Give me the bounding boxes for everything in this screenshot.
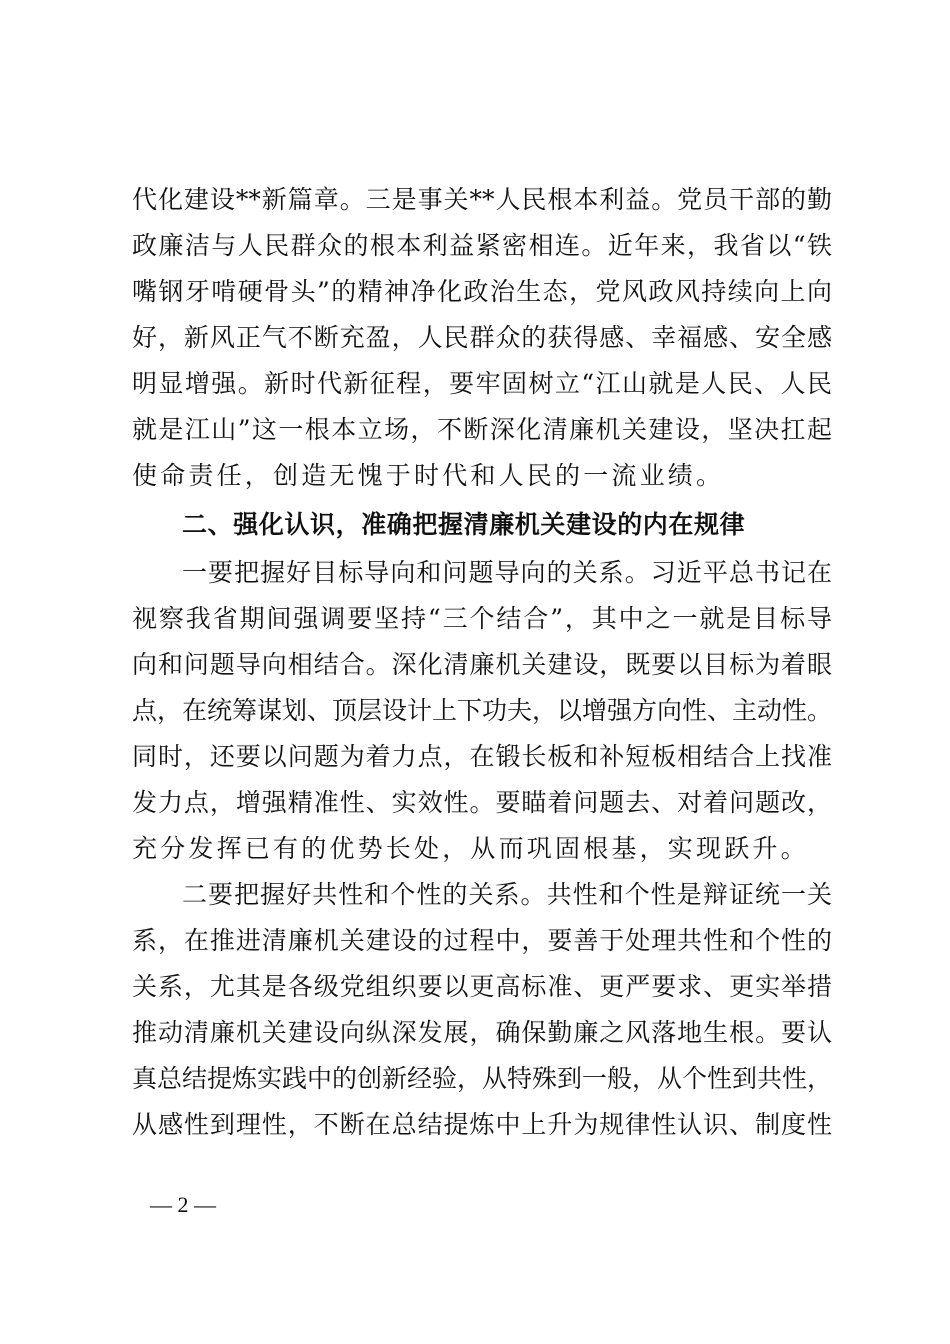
paragraph-line: 视察我省期间强调要坚持“三个结合”，其中之一就是目标导 — [132, 604, 832, 633]
paragraph-line: 发力点，增强精准性、实效性。要瞄着问题去、对着问题改， — [132, 788, 832, 817]
paragraph-line: 同时，还要以问题为着力点，在锻长板和补短板相结合上找准 — [132, 742, 832, 771]
paragraph-line: 真总结提炼实践中的创新经验，从特殊到一般，从个性到共性， — [132, 1064, 833, 1093]
paragraph-line: 二要把握好共性和个性的关系。共性和个性是辩证统一关 — [182, 880, 832, 909]
page-number: — 2 — — [150, 1192, 216, 1217]
paragraph-line: 明显增强。新时代新征程，要牢固树立“江山就是人民、人民 — [132, 369, 832, 398]
paragraph-line: 就是江山”这一根本立场，不断深化清廉机关建设，坚决扛起 — [132, 415, 832, 444]
paragraph-line: 嘴钢牙啃硬骨头”的精神净化政治生态，党风政风持续向上向 — [132, 277, 832, 306]
paragraph-line: 一要把握好目标导向和问题导向的关系。习近平总书记在 — [182, 558, 832, 587]
paragraph-line: 推动清廉机关建设向纵深发展，确保勤廉之风落地生根。要认 — [132, 1018, 832, 1047]
paragraph-line: 充分发挥已有的优势长处，从而巩固根基，实现跃升。 — [132, 834, 809, 863]
paragraph-line: 使命责任，创造无愧于时代和人民的一流业绩。 — [132, 461, 725, 490]
paragraph-line: 政廉洁与人民群众的根本利益紧密相连。近年来，我省以“铁 — [132, 231, 832, 260]
section-heading: 二、强化认识，准确把握清廉机关建设的内在规律 — [182, 510, 746, 539]
paragraph-line: 代化建设**新篇章。三是事关**人民根本利益。党员干部的勤 — [132, 185, 832, 214]
paragraph-line: 点，在统筹谋划、顶层设计上下功夫，以增强方向性、主动性。 — [132, 696, 833, 725]
paragraph-line: 向和问题导向相结合。深化清廉机关建设，既要以目标为着眼 — [132, 650, 832, 679]
paragraph-line: 关系，尤其是各级党组织要以更高标准、更严要求、更实举措 — [132, 972, 832, 1001]
paragraph-line: 系，在推进清廉机关建设的过程中，要善于处理共性和个性的 — [132, 926, 832, 955]
paragraph-line: 好，新风正气不断充盈，人民群众的获得感、幸福感、安全感 — [132, 323, 832, 352]
paragraph-line: 从感性到理性，不断在总结提炼中上升为规律性认识、制度性 — [132, 1110, 832, 1139]
